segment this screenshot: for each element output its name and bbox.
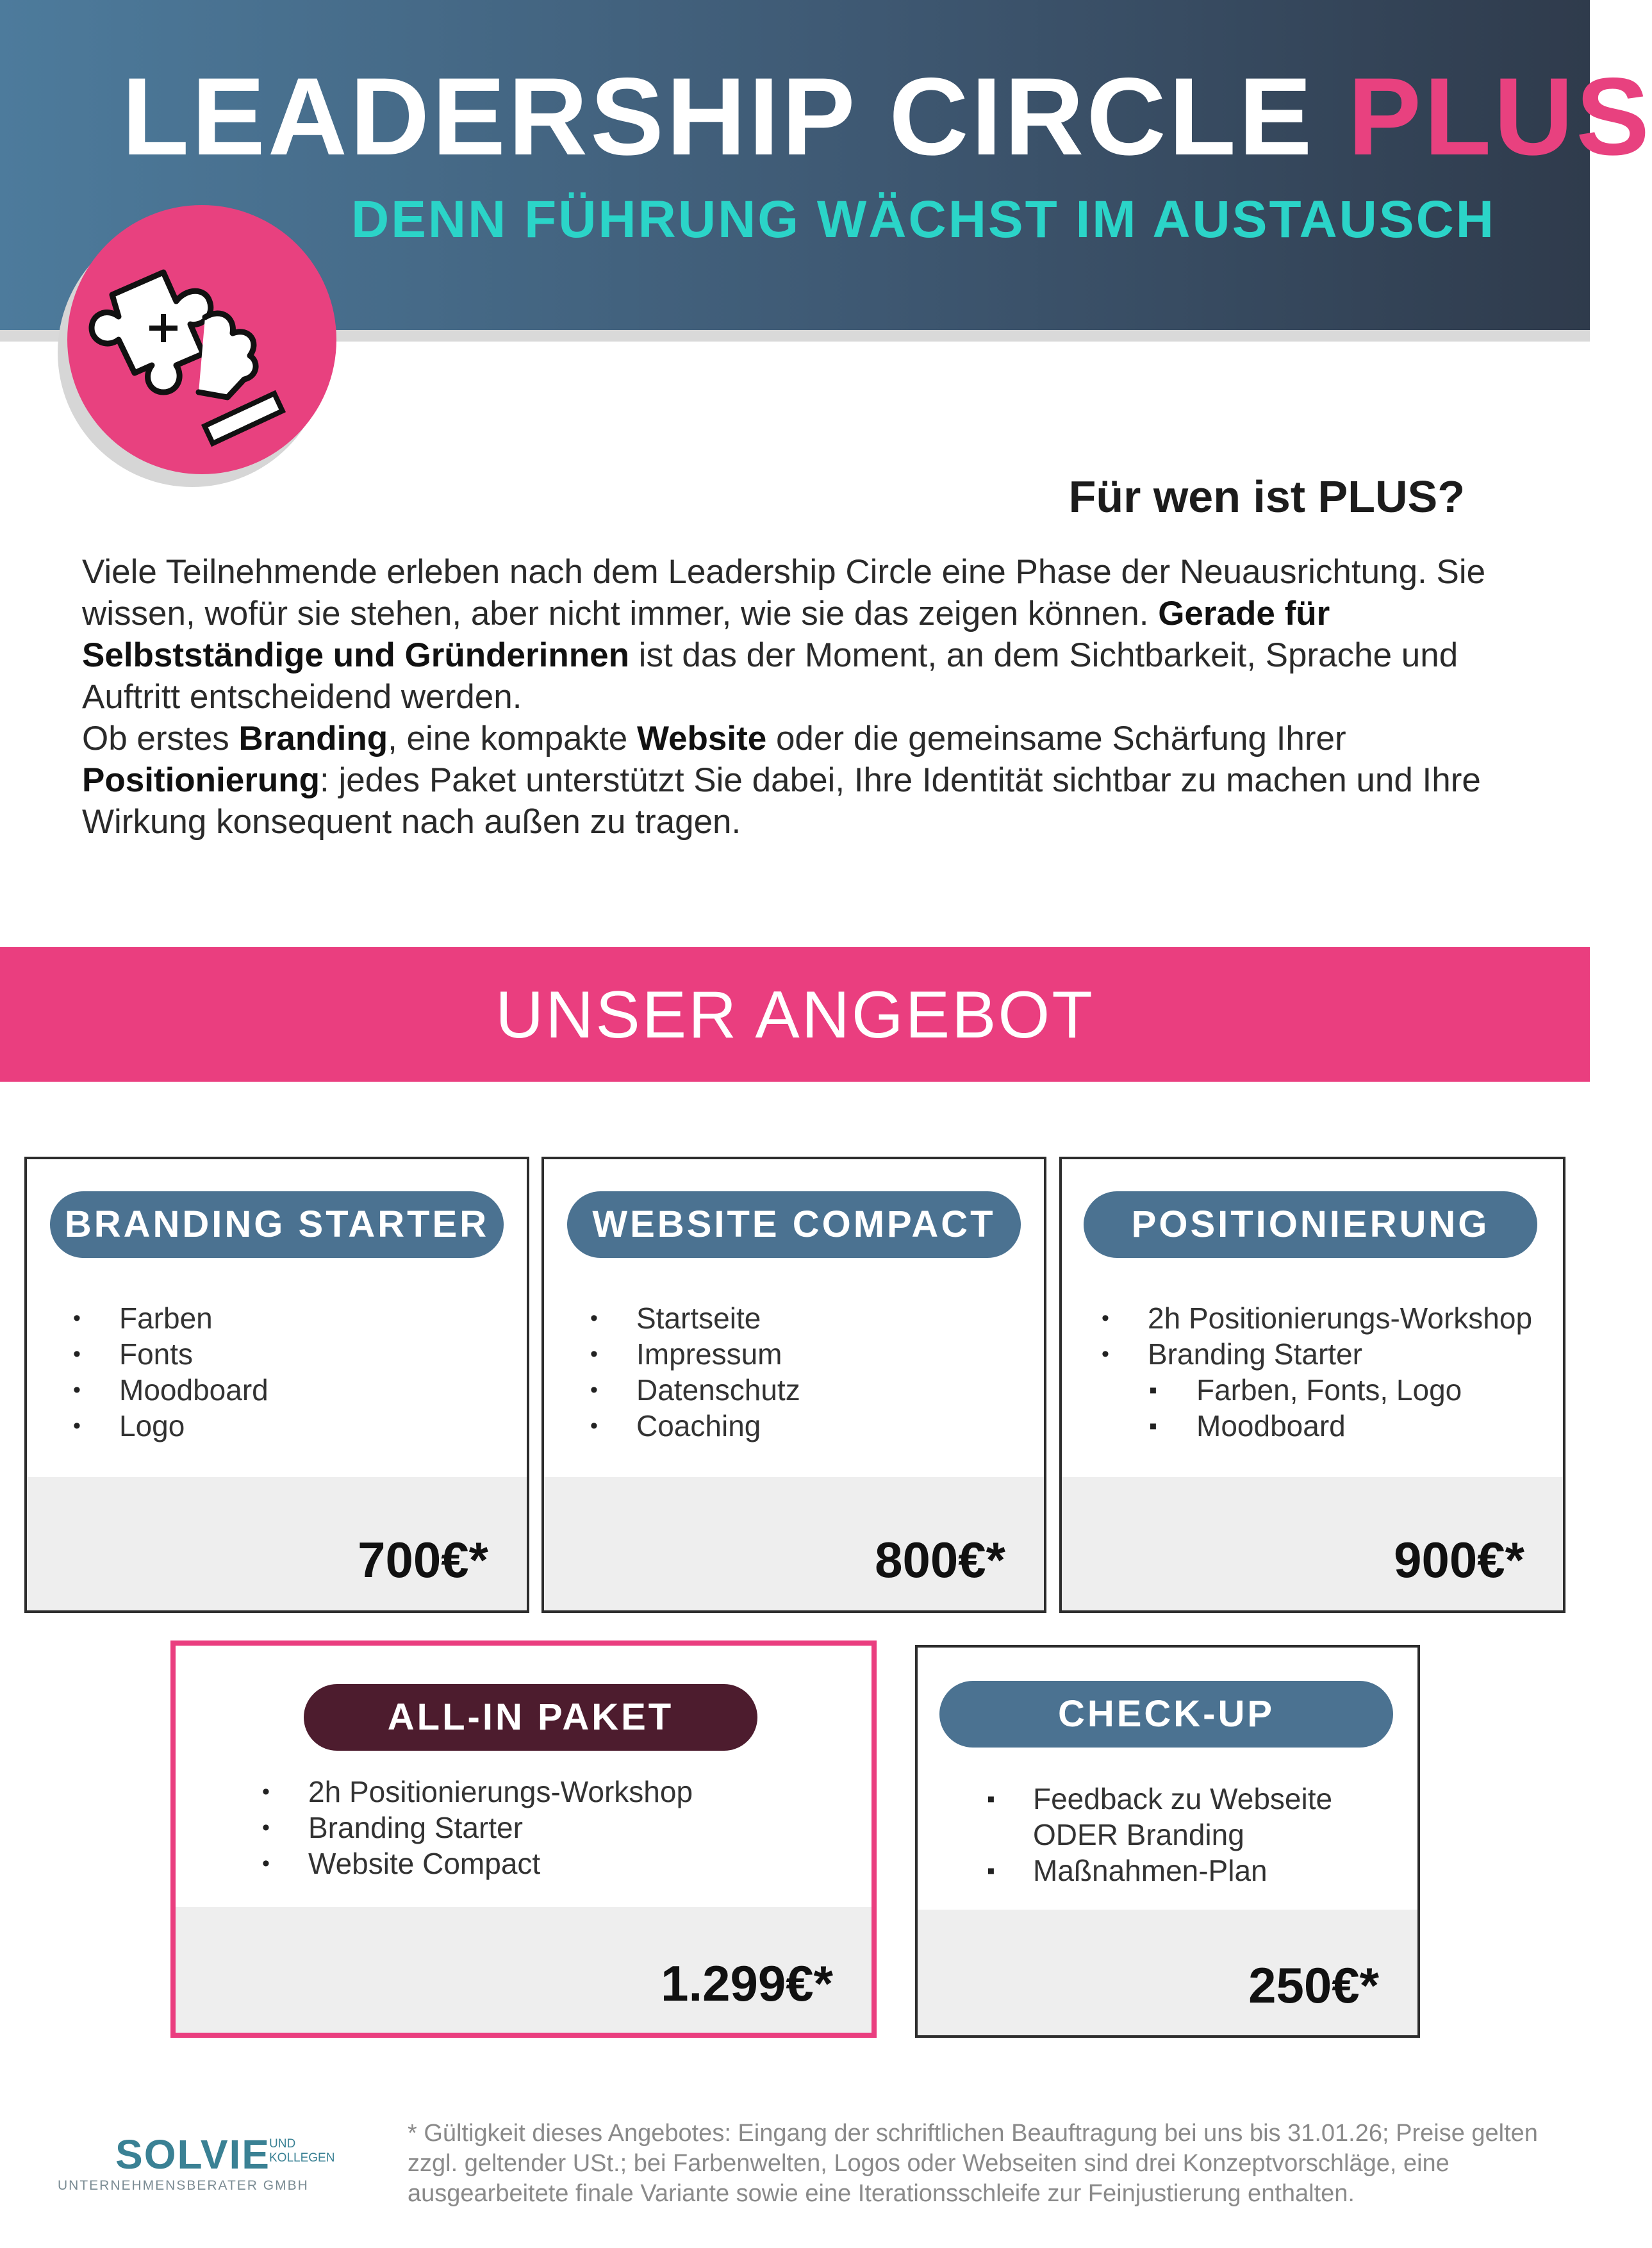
list-item: • Coaching	[590, 1408, 800, 1444]
intro-text: Viele Teilnehmende erleben nach dem Leadership Circle eine Phase der Neuausrichtung. Sie wissen, wofür sie stehen, aber nicht immer, wie sie das zeigen können. Gerade für Selbstständige und Gründerinnen ist das der Moment, an dem Sichtbarkeit, Sprache und Auftritt entscheidend werden. Ob erstes Branding, eine kompakte Website oder die gemeinsame Schärfung Ihrer Positionierung: jedes Paket unterstützt Sie dabei, Ihre Identität sichtbar zu machen und Ihre Wirkung konsequent nach außen zu tragen.	[82, 553, 1486, 841]
card-title: BRANDING STARTER	[50, 1191, 504, 1258]
list-item: • Website Compact	[262, 1846, 693, 1881]
offer-card-positionierung	[1059, 1157, 1565, 1613]
company-tagline: UNTERNEHMENSBERATER GMBH	[58, 2178, 309, 2193]
page-title	[122, 55, 1652, 178]
offer-title: UNSER ANGEBOT	[495, 978, 1094, 1052]
list-item: ▪ Maßnahmen-Plan	[987, 1853, 1332, 1888]
list-item: • 2h Positionierungs-Workshop	[262, 1774, 693, 1810]
puzzle-hand-icon	[67, 205, 336, 474]
card-price: 700€*	[358, 1532, 488, 1588]
list-item: • Datenschutz	[590, 1372, 800, 1408]
card-features	[1102, 1300, 1532, 1444]
intro-question: Für wen ist PLUS?	[1068, 472, 1465, 522]
card-price: 900€*	[1394, 1532, 1524, 1588]
list-item: • Fonts	[73, 1336, 268, 1372]
card-price: 250€*	[1248, 1957, 1379, 2013]
list-item: ODER Branding	[1033, 1818, 1244, 1851]
title-accent: PLUS	[1348, 55, 1652, 178]
company-brand-suffix: UND KOLLEGEN	[269, 2137, 335, 2165]
offer-card-all-in-paket	[170, 1641, 877, 2038]
page-subtitle: DENN FÜHRUNG WÄCHST IM AUSTAUSCH	[351, 190, 1496, 249]
card-title: WEBSITE COMPACT	[567, 1191, 1021, 1258]
card-title: ALL-IN PAKET	[304, 1684, 757, 1751]
card-title: POSITIONIERUNG	[1084, 1191, 1537, 1258]
list-item: • 2h Positionierungs-Workshop	[1102, 1300, 1532, 1336]
card-price: 800€*	[875, 1532, 1005, 1588]
list-item: ▪ Farben, Fonts, Logo	[1102, 1372, 1532, 1408]
list-item: ▪ Moodboard	[1102, 1408, 1532, 1444]
card-title: CHECK-UP	[939, 1681, 1393, 1748]
list-item: • Startseite	[590, 1300, 800, 1336]
list-item: • Branding Starter	[262, 1810, 693, 1846]
card-features	[590, 1300, 800, 1444]
offer-card-check-up	[915, 1645, 1420, 2038]
list-item: • Farben	[73, 1300, 268, 1336]
list-item: • Logo	[73, 1408, 268, 1444]
card-features	[73, 1300, 268, 1444]
list-item: • Impressum	[590, 1336, 800, 1372]
list-item: ▪ Feedback zu Webseite	[987, 1781, 1332, 1817]
offer-card-website-compact	[541, 1157, 1046, 1613]
company-brand: SOLVIE	[115, 2131, 270, 2178]
title-main: LEADERSHIP CIRCLE	[122, 55, 1315, 178]
footnote: * Gültigkeit dieses Angebotes: Eingang der schriftlichen Beauftragung bei uns bis 31.01.26; Preise gelten zzgl. geltender USt.; bei Farbenwelten, Logos oder Webseiten sind drei Konzeptvorschläge, eine ausgearbeitete finale Variante sowie eine Iterationsschleife zur Feinjustierung enthalten.	[408, 2120, 1538, 2207]
offer-card-branding-starter	[24, 1157, 529, 1613]
card-features	[262, 1774, 693, 1881]
card-features	[987, 1781, 1332, 1888]
list-item: • Moodboard	[73, 1372, 268, 1408]
list-item: • Branding Starter	[1102, 1336, 1532, 1372]
company-logo	[58, 2131, 359, 2201]
card-price: 1.299€*	[661, 1955, 833, 2012]
